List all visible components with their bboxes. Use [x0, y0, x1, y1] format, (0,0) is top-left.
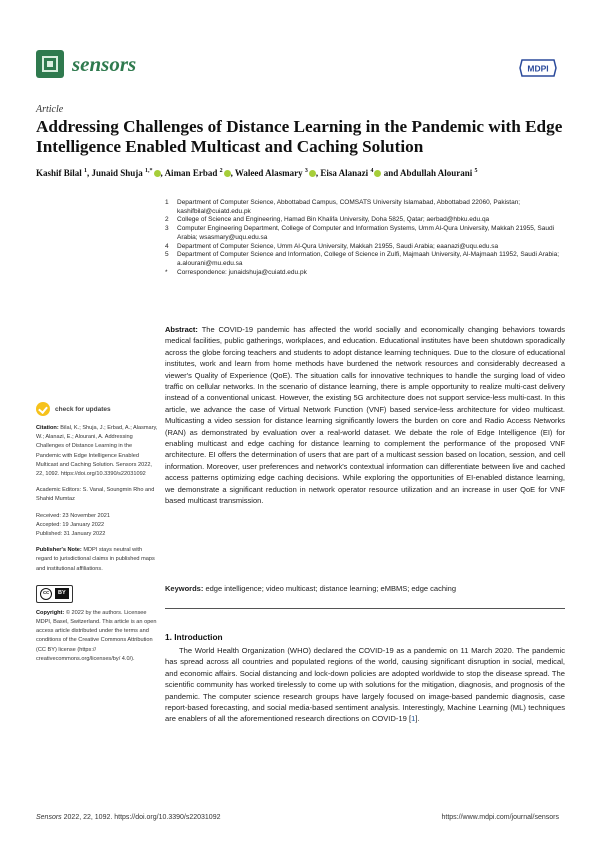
orcid-icon[interactable] [154, 170, 161, 177]
publication-dates [36, 512, 158, 540]
copyright: Copyright: © 2022 by the authors. Licensee MDPI, Basel, Switzerland. This article is an open access article distributed under the terms and conditions of the Creative Commons Attribution (CC BY) license (https:// creativecommons.org/licenses/by/ 4.0/). [36, 609, 157, 662]
cc-icon: cc [40, 588, 52, 600]
publisher-note: Publisher's Note: MDPI stays neutral with regard to jurisdictional claims in published maps and institutional affiliations. [36, 547, 155, 572]
author: and Abdullah Alourani $^5$ [383, 168, 478, 178]
section-divider [165, 608, 565, 609]
sensors-logo-icon [36, 50, 64, 78]
introduction-paragraph: The World Health Organization (WHO) declared the COVID-19 as a pandemic on 11 March 2020. The pandemic has spread across all countries and populated regions of the world, causing significant disruption in social, medical, and economic affairs. Social distancing and lock-down policies are adopted worldwide to stop the disease spread. The scientific community has worked tirelessly to come up with solutions for the mitigation, diagnosis, and prognosis of the pandemic. The computer science research groups have largely focused on image-based pandemic diagnosis, case report-based forecasting, and social media-based sentiment analysis. Interestingly, Machine Learning (ML) techniques are enablers of all the aforementioned research directions on COVID-19 [1]. [165, 646, 565, 724]
check-updates-label: check for updates [55, 405, 111, 413]
keywords-text: edge intelligence; video multicast; distance learning; eMBMS; edge caching [205, 584, 456, 593]
author: Junaid Shuja $^{1,*}$ , [91, 168, 163, 178]
correspondence: * Correspondence: junaidshuja@cuiatd.edu.pk [165, 268, 307, 276]
affiliations [165, 199, 565, 277]
section-heading: 1. Introduction [165, 632, 223, 642]
abstract-label: Abstract: [165, 325, 198, 334]
keywords-label: Keywords: [165, 584, 204, 593]
abstract [165, 324, 565, 507]
mdpi-logo-icon[interactable] [518, 58, 558, 78]
academic-editors: Academic Editors: S. Vanal, Soungmin Rho and Shahid Mumtaz [36, 487, 155, 503]
author: Kashif Bilal $^1$, [36, 168, 90, 178]
mdpi-logo-text: MDPI [527, 63, 549, 74]
check-for-updates-button[interactable] [36, 402, 158, 416]
reference-link[interactable]: 1 [411, 714, 416, 724]
abstract-text: The COVID-19 pandemic has affected the world socially and economically changing behaviors towards medical facilities, public gatherings, workplaces, and education. Educational institutes have been shutdown sporadically across the globe forcing teachers and students to adopt distance learning techniques. Due to the closure of educational institutes, work and learn from home methods have burdened the network resources and considerably decreased a viewer's Quality of Experience (QoE). The situation calls for innovative techniques to handle the surging load of video traffic on cellular networks. In the scenario of distance learning, there is ample opportunity to realize multi-cast delivery instead of a conventional unicast. However, the existing 5G architecture does not support service-less multi-cast. In this article, we advance the case of Virtual Network Function (VNF) based service-less architecture for video multicast. Multicasting a video session for distance learning significantly lowers the burden on core and Radio Access Networks (RAN) as demonstrated by evaluation over a real-world dataset. We debate the role of Edge Intelligence (EI) for enabling multicast and edge caching for distance learning to complement the performance of the proposed VNF architecture. EI offers the determination of users that are part of a multicast session based on location, session, and cell information. Moreover, user preferences and network's contextual information can differentiate between live and cached access patterns optimizing edge caching decisions. While exploring the opportunities of EI-enabled distance learning, we demonstrate a significant reduction in network operator resource utilization and an increase in user QoE for VNF based multicast transmission. [165, 325, 565, 506]
article-type: Article [36, 104, 64, 115]
citation-block: Citation: Bilal, K.; Shuja, J.; Erbad, A.; Alasmary, W.; Alanazi, E.; Alourani, A. Addressing Challenges of Distance Learning in the Pandemic with Edge Intelligence Enabled Multicast and Caching Solution. Sensors 2022, 22, 1092. https://doi.org/10.3390/s22031092 [36, 425, 158, 478]
accepted-date: Accepted: 19 January 2022 [36, 521, 105, 528]
affiliation-item: 2 College of Science and Engineering, Hamad Bin Khalifa University, Doha 5825, Qatar; aerbad@hbku.edu.qa [165, 216, 490, 224]
check-updates-icon [36, 402, 50, 416]
received-date: Received: 23 November 2021 [36, 512, 111, 519]
affiliation-item: 4 Department of Computer Science, Umm Al-Qura University, Makkah 21955, Saudi Arabia; eaanazi@uqu.edu.sa [165, 242, 499, 250]
cc-by-icon: BY [55, 588, 69, 599]
affiliation-item: 1 Department of Computer Science, Abbottabad Campus, COMSATS University Islamabad, Abbottabad 22060, Pakistan; kashifbilal@cuiatd.edu.pk [165, 199, 521, 215]
orcid-icon[interactable] [224, 170, 231, 177]
author: Eisa Alanazi $^4$ [320, 168, 381, 178]
journal-logo[interactable] [36, 50, 136, 78]
published-date: Published: 31 January 2022 [36, 531, 106, 538]
journal-name: sensors [72, 51, 137, 76]
author-list [36, 168, 576, 178]
affiliation-item: 3 Computer Engineering Department, College of Computer and Information Systems, Umm Al-Qura University, Makkah 21955, Saudi Arabia; wsasmary@uqu.edu.sa [165, 225, 555, 241]
paper-title: Addressing Challenges of Distance Learning in the Pandemic with Edge Intelligence Enabled Multicast and Caching Solution [36, 117, 563, 156]
keywords [165, 584, 565, 593]
cc-license-badge[interactable] [36, 585, 73, 603]
left-sidebar [36, 402, 158, 671]
footer-url[interactable]: https://www.mdpi.com/journal/sensors [441, 814, 559, 821]
footer-citation: Sensors 2022, 22, 1092. https://doi.org/10.3390/s22031092 [36, 814, 221, 821]
orcid-icon[interactable] [374, 170, 381, 177]
author: Aiman Erbad $^2$ , [164, 168, 233, 178]
affiliation-item: 5 Department of Computer Science and Information, College of Science in Zulfi, Majmaah University, Al-Majmaah 11952, Saudi Arabia; a.alourani@mu.edu.sa [165, 251, 560, 267]
author: Waleed Alasmary $^3$ , [234, 168, 319, 178]
orcid-icon[interactable] [309, 170, 316, 177]
